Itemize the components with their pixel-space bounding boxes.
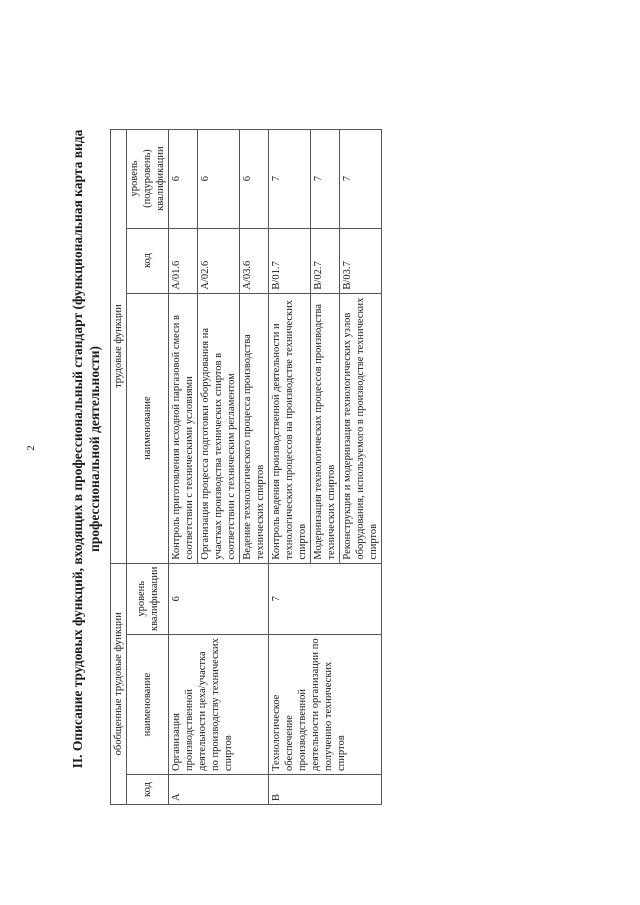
group-code: В	[269, 775, 382, 805]
function-code: А/03.6	[240, 228, 269, 293]
function-code: А/01.6	[169, 228, 198, 293]
function-level: 7	[340, 129, 382, 228]
function-level: 6	[169, 129, 198, 228]
function-code: В/03.7	[340, 228, 382, 293]
function-code-header: код	[127, 228, 169, 293]
title-line-2: профессиональной деятельности)	[87, 346, 102, 552]
level-header: уровень квалификации	[127, 563, 169, 634]
group-code: А	[169, 775, 269, 805]
generalized-functions-header: обобщенные трудовые функции	[111, 563, 127, 804]
labor-functions-header: трудовые функции	[111, 129, 127, 563]
function-level: 7	[269, 129, 311, 228]
function-name-header: наименование	[127, 293, 169, 563]
function-level: 6	[240, 129, 269, 228]
functional-map-table	[110, 129, 382, 805]
sublevel-header: уровень (подуровень) квалификации	[127, 129, 169, 228]
title-line-1: II. Описание трудовых функций, входящих в профессиональный стандарт (функциональная карта вида	[70, 129, 85, 769]
function-name: Реконструкция и модернизация технологических узлов оборудования, используемого в производстве технических спиртов	[340, 293, 382, 563]
header-row-1	[111, 129, 127, 804]
section-title	[69, 89, 103, 809]
table-row	[269, 129, 311, 804]
code-header: код	[127, 775, 169, 805]
function-name: Контроль ведения производственной деятельности и технологических процессов на производстве технических спиртов	[269, 293, 311, 563]
group-level: 7	[269, 563, 382, 634]
name-header: наименование	[127, 635, 169, 775]
group-name: Технологическое обеспечение производственной деятельности организации по получению технических спиртов	[269, 635, 382, 775]
table-row	[169, 129, 198, 804]
function-code: В/02.7	[311, 228, 340, 293]
function-name: Организация процесса подготовки оборудования на участках производства технических спиртов в соответствии с техническим регламентом	[198, 293, 240, 563]
function-code: А/02.6	[198, 228, 240, 293]
group-name: Организация производственной деятельности цеха/участка по производству технических спиртов	[169, 635, 269, 775]
group-level: 6	[169, 563, 269, 634]
page-number: 2	[25, 445, 37, 451]
function-name: Ведение технологического процесса производства технических спиртов	[240, 293, 269, 563]
function-level: 7	[311, 129, 340, 228]
function-name: Контроль приготовления исходной паргазовой смеси в соответствии с техническими условиями	[169, 293, 198, 563]
function-level: 6	[198, 129, 240, 228]
header-row-2	[127, 129, 169, 804]
function-code: В/01.7	[269, 228, 311, 293]
function-name: Модернизация технологических процессов производства технических спиртов	[311, 293, 340, 563]
